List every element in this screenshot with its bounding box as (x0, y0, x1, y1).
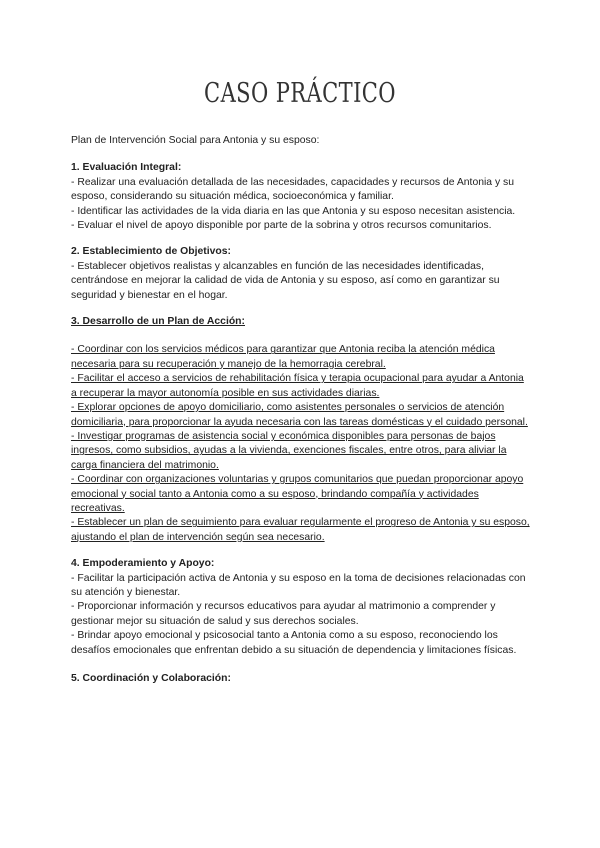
section-item: - Coordinar con los servicios médicos para garantizar que Antonia reciba la atención médica necesaria para su recuperación y manejo de la hemorragia cerebral. (71, 344, 495, 370)
section-coordinacion-colaboracion (71, 672, 531, 686)
section-item: - Explorar opciones de apoyo domiciliario, como asistentes personales o servicios de atención domiciliaria, para proporcionar la ayuda necesaria con las tareas domésticas y el cuidado personal. (71, 402, 528, 428)
section-heading: 3. Desarrollo de un Plan de Acción: (71, 316, 245, 328)
section-empoderamiento-apoyo (71, 557, 531, 658)
section-item: - Brindar apoyo emocional y psicosocial tanto a Antonia como a su esposo, reconociendo los desafíos emocionales que enfrentan debido a su situación de dependencia y limitaciones físicas. (71, 630, 517, 656)
section-item: - Identificar las actividades de la vida diaria en las que Antonia y su esposo necesitan asistencia. (71, 205, 516, 217)
section-item: - Facilitar la participación activa de Antonia y su esposo en la toma de decisiones relacionadas con su atención y bienestar. (71, 572, 526, 598)
section-item: - Facilitar el acceso a servicios de rehabilitación física y terapia ocupacional para ayudar a Antonia a recuperar la mayor autonomía posible en sus actividades diarias. (71, 373, 524, 399)
section-evaluacion-integral (71, 161, 531, 233)
section-item: - Coordinar con organizaciones voluntarias y grupos comunitarios que puedan proporcionar apoyo emocional y social tanto a Antonia como a su esposo, brindando compañía y actividades recreativas. (71, 474, 524, 514)
document-body (71, 134, 531, 698)
section-heading: 2. Establecimiento de Objetivos: (71, 246, 231, 258)
section-item: - Proporcionar información y recursos educativos para ayudar al matrimonio a comprender y gestionar mejor su situación de salud y sus derechos sociales. (71, 601, 496, 627)
section-item: - Investigar programas de asistencia social y económica disponibles para personas de bajos ingresos, como subsidios, ayudas a la vivienda, exenciones fiscales, entre otros, para aliviar la carga financiera del matrimonio. (71, 430, 507, 471)
section-heading: 1. Evaluación Integral: (71, 162, 182, 174)
section-establecimiento-objetivos (71, 245, 531, 303)
section-heading: 4. Empoderamiento y Apoyo: (71, 558, 215, 570)
section-item: - Establecer objetivos realistas y alcanzables en función de las necesidades identificadas, centrándose en mejorar la calidad de vida de Antonia y su esposo, así como en garantizar su seguridad y bienestar en el hogar. (71, 260, 500, 301)
section-item: - Realizar una evaluación detallada de las necesidades, capacidades y recursos de Antonia y su esposo, considerando su situación médica, socioeconómica y familiar. (71, 176, 515, 203)
section-item: - Evaluar el nivel de apoyo disponible por parte de la sobrina y otros recursos comunitarios. (71, 220, 492, 232)
section-heading: 5. Coordinación y Colaboración: (71, 673, 231, 684)
section-plan-de-accion (71, 315, 531, 545)
intro-text: Plan de Intervención Social para Antonia y su esposo: (71, 135, 320, 146)
section-item: - Establecer un plan de seguimiento para evaluar regularmente el progreso de Antonia y su esposo, ajustando el plan de intervención según sea necesario. (71, 517, 530, 543)
page-title: CASO PRÁCTICO (204, 78, 396, 109)
